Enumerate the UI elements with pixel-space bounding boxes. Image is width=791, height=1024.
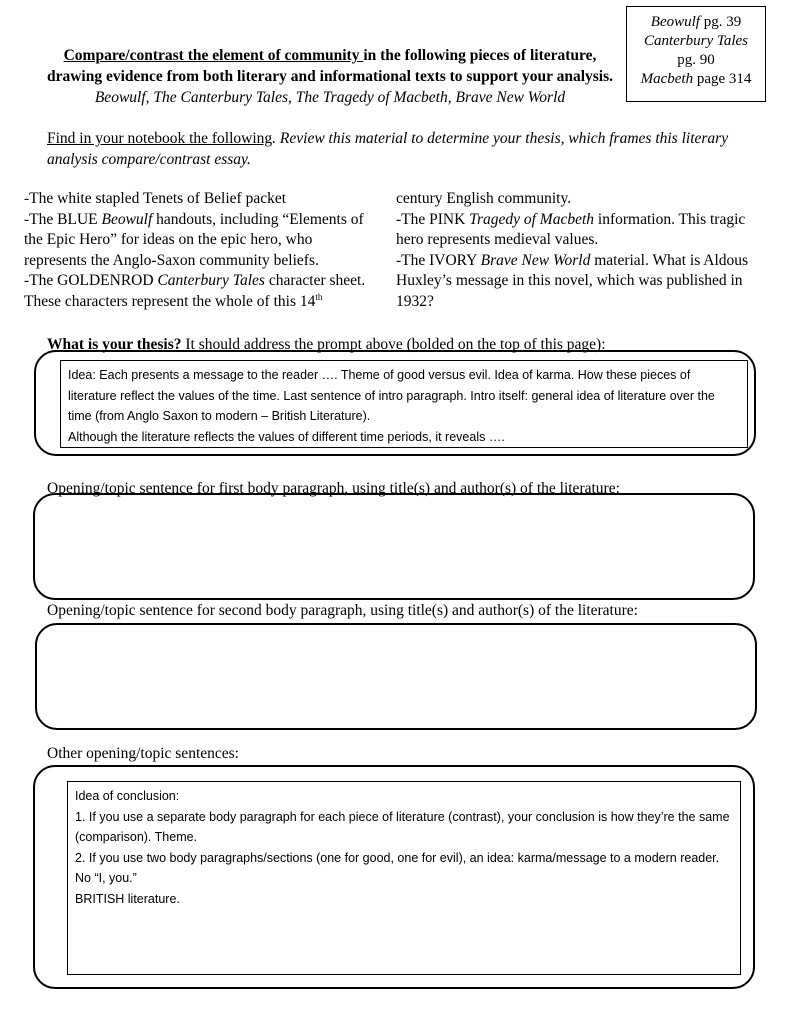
thesis-note: Idea: Each presents a message to the reader …. Theme of good versus evil. Idea of karma. How these pieces of literature reflect the values of the time. Last sentence of intro paragraph. Intro itself: general idea of literature over the time (from Anglo Saxon to modern – British Literature). Although the literature reflects the values of different time periods, it reveals …. <box>60 360 748 448</box>
conclusion-note: Idea of conclusion: 1. If you use a separate body paragraph for each piece of literature (contrast), your conclusion is how they’re the same (comparison). Theme. 2. If you use two body paragraphs/sections (one for good, one for evil), an idea: karma/message to a modern reader. No “I, you.” BRITISH literature. <box>67 781 741 975</box>
material-item-macbeth: -The PINK Tragedy of Macbeth information. This tragic hero represents medieval values. <box>396 210 746 248</box>
other-answer-box[interactable] <box>33 765 755 989</box>
material-item-canterbury: -The GOLDENROD Canterbury Tales character sheet. These characters represent the whole of this 14th <box>24 272 366 310</box>
essay-prompt <box>30 45 630 108</box>
find-rest: . Review this material to determine your thesis, which frames this literary analysis compare/contrast essay. <box>47 130 729 168</box>
canterbury-ref-title: Canterbury Tales <box>643 33 749 49</box>
body2-answer-box[interactable] <box>35 623 757 730</box>
macbeth-ref-page: page 314 <box>693 71 752 87</box>
thesis-label: What is your thesis? It should address the prompt above (bolded on the top of this page): <box>47 336 606 353</box>
materials-column-left <box>24 189 374 312</box>
prompt-underlined: Compare/contrast the element of community <box>63 47 364 64</box>
body2-label: Opening/topic sentence for second body paragraph, using title(s) and author(s) of the literature: <box>47 602 638 619</box>
materials-column-right <box>396 189 776 312</box>
page-reference-box <box>626 6 766 102</box>
thesis-box[interactable] <box>34 350 756 456</box>
other-label: Other opening/topic sentences: <box>47 745 239 762</box>
material-item-beowulf: -The BLUE Beowulf handouts, including “Elements of the Epic Hero” for ideas on the epic hero, who represents the Anglo-Saxon community beliefs. <box>24 210 364 269</box>
beowulf-ref-title: Beowulf <box>650 14 700 30</box>
beowulf-ref-page: pg. 39 <box>699 14 742 30</box>
material-item-brave-new-world: -The IVORY Brave New World material. What is Aldous Huxley’s message in this novel, which was published in 1932? <box>396 251 749 310</box>
prompt-line2: drawing evidence from both literary and informational texts to support your analysis. <box>46 68 614 85</box>
macbeth-ref-title: Macbeth <box>640 71 694 87</box>
find-instructions <box>47 128 767 170</box>
material-item-tenets: -The white stapled Tenets of Belief packet <box>24 190 287 207</box>
find-underlined: Find in your notebook the following <box>47 130 273 147</box>
canterbury-ref-page: pg. 90 <box>677 52 715 68</box>
prompt-works: Beowulf, The Canterbury Tales, The Tragedy of Macbeth, Brave New World <box>94 89 566 106</box>
material-item-canterbury-cont: century English community. <box>396 190 572 207</box>
prompt-line1: in the following pieces of literature, <box>363 47 597 64</box>
body1-label: Opening/topic sentence for first body paragraph, using title(s) and author(s) of the literature: <box>47 480 620 497</box>
body1-answer-box[interactable] <box>33 493 755 600</box>
